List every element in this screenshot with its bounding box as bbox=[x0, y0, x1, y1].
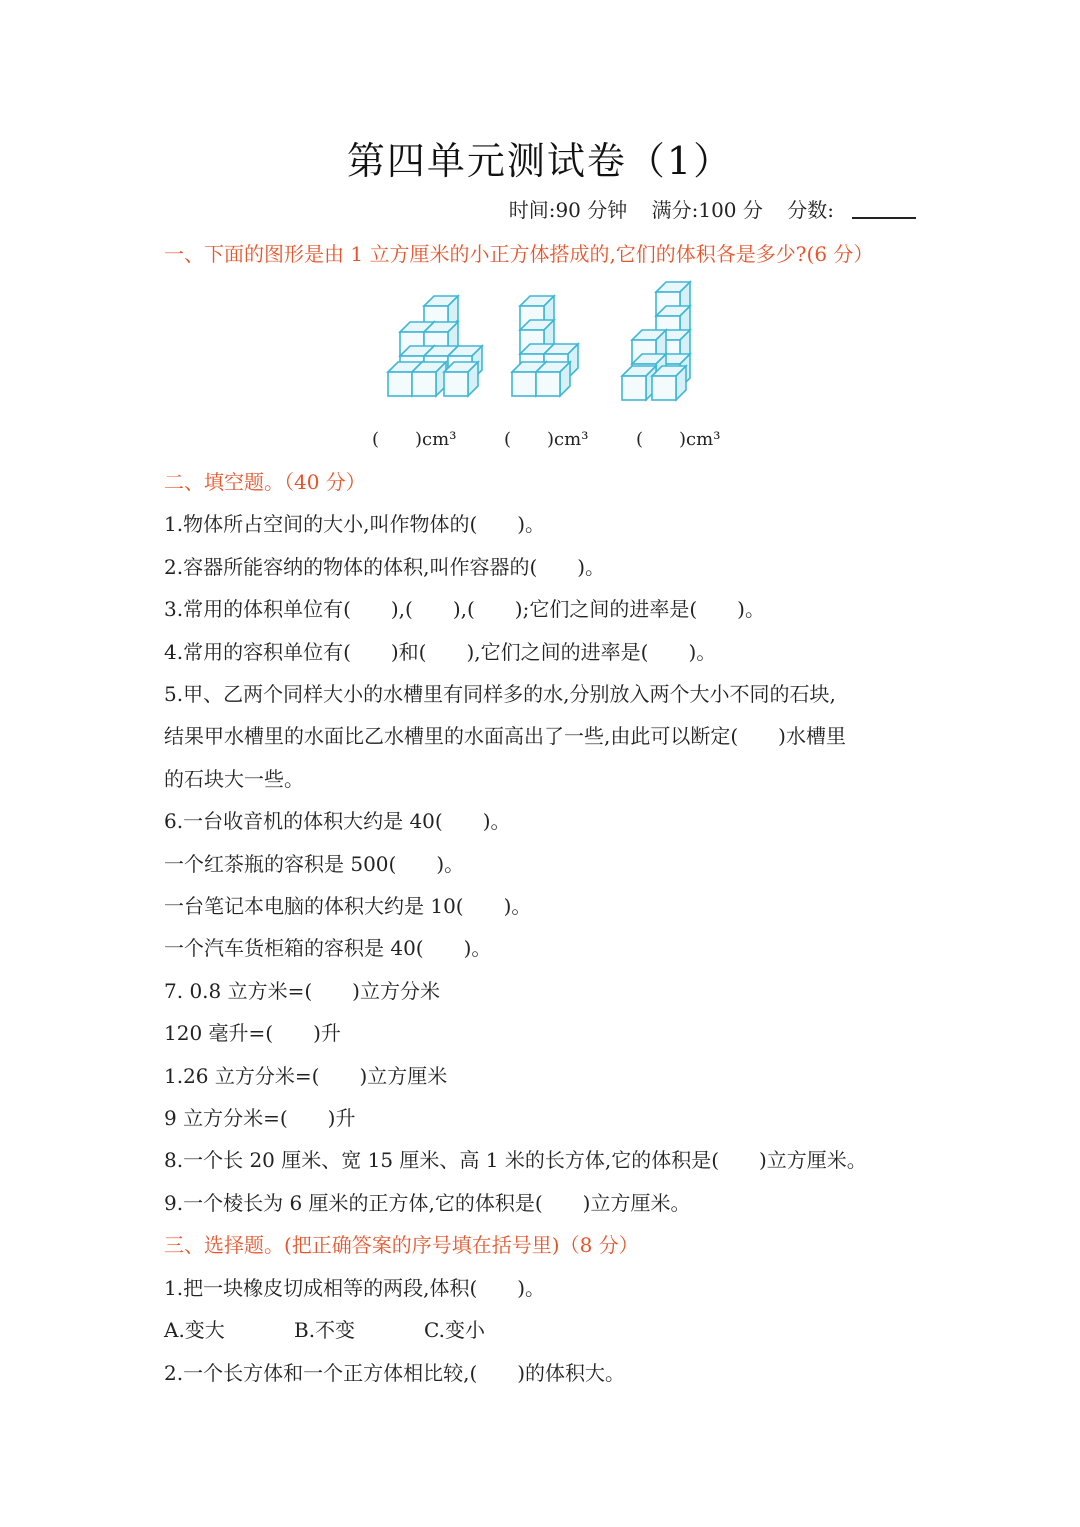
cube-figure-3 bbox=[622, 282, 690, 400]
cube-figures bbox=[380, 280, 740, 410]
fill-line: 120 毫升=( )升 bbox=[164, 1021, 341, 1045]
fill-line: 8.一个长 20 厘米、宽 15 厘米、高 1 米的长方体,它的体积是( )立方厘米。 bbox=[164, 1148, 867, 1172]
time-label: 时间:90 分钟 bbox=[508, 198, 628, 222]
fill-line: 6.一台收音机的体积大约是 40( )。 bbox=[164, 809, 511, 833]
fill-line: 1.26 立方分米=( )立方厘米 bbox=[164, 1064, 448, 1088]
option-a: A.变大 bbox=[164, 1318, 225, 1342]
section-1-heading: 一、下面的图形是由 1 立方厘米的小正方体搭成的,它们的体积各是多少?(6 分） bbox=[164, 242, 874, 266]
fill-line: 9.一个棱长为 6 厘米的正方体,它的体积是( )立方厘米。 bbox=[164, 1191, 691, 1215]
full-score-label: 满分:100 分 bbox=[651, 198, 763, 222]
choice-question-2: 2.一个长方体和一个正方体相比较,( )的体积大。 bbox=[164, 1361, 626, 1385]
option-c: C.变小 bbox=[424, 1318, 485, 1342]
fill-line: 一个红茶瓶的容积是 500( )。 bbox=[164, 852, 465, 876]
section-3-heading: 三、选择题。(把正确答案的序号填在括号里)（8 分） bbox=[164, 1233, 639, 1257]
cube-figure-1 bbox=[388, 296, 482, 396]
figure-answer-captions bbox=[372, 425, 768, 451]
figure-1-answer: ( )cm³ bbox=[372, 429, 457, 450]
figure-3-answer: ( )cm³ bbox=[636, 429, 721, 450]
section-2-heading: 二、填空题。（40 分） bbox=[164, 470, 366, 494]
choice-options bbox=[164, 1314, 554, 1343]
exam-meta bbox=[491, 194, 916, 223]
figure-2-answer: ( )cm³ bbox=[504, 429, 589, 450]
score-label: 分数: bbox=[787, 198, 916, 222]
choice-question-1: 1.把一块橡皮切成相等的两段,体积( )。 bbox=[164, 1276, 546, 1300]
page-title: 第四单元测试卷（1） bbox=[346, 139, 734, 183]
fill-line: 1.物体所占空间的大小,叫作物体的( )。 bbox=[164, 512, 546, 536]
fill-line: 9 立方分米=( )升 bbox=[164, 1106, 356, 1130]
option-b: B.不变 bbox=[294, 1318, 356, 1342]
fill-line: 3.常用的体积单位有( ),( ),( );它们之间的进率是( )。 bbox=[164, 597, 765, 621]
fill-line: 一台笔记本电脑的体积大约是 10( )。 bbox=[164, 894, 532, 918]
fill-line: 7. 0.8 立方米=( )立方分米 bbox=[164, 979, 440, 1003]
fill-line: 2.容器所能容纳的物体的体积,叫作容器的( )。 bbox=[164, 555, 606, 579]
cube-figure-2 bbox=[512, 296, 578, 396]
fill-line: 结果甲水槽里的水面比乙水槽里的水面高出了一些,由此可以断定( )水槽里 bbox=[164, 724, 846, 748]
fill-line: 一个汽车货柜箱的容积是 40( )。 bbox=[164, 936, 492, 960]
fill-line: 5.甲、乙两个同样大小的水槽里有同样多的水,分别放入两个大小不同的石块, bbox=[164, 682, 836, 706]
score-blank bbox=[852, 199, 916, 219]
fill-line: 4.常用的容积单位有( )和( ),它们之间的进率是( )。 bbox=[164, 640, 717, 664]
fill-line: 的石块大一些。 bbox=[164, 767, 304, 791]
